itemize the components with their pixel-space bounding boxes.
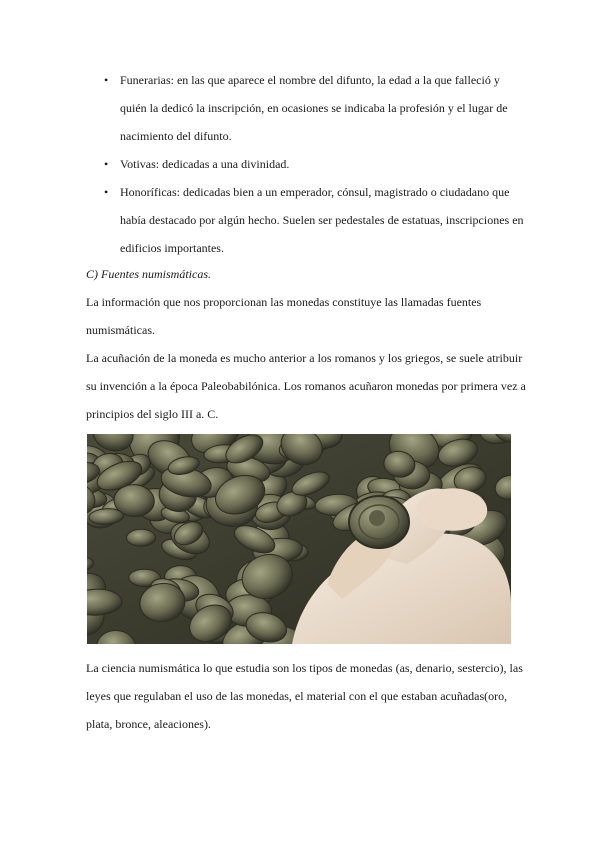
paragraph-fuentes: La información que nos proporcionan las monedas constituye las llamadas fuentes numismáticas. [86,295,482,337]
list-item [104,66,524,150]
section-heading: C) Fuentes numismáticas. [86,267,211,281]
bullet-text-honorificas: Honoríficas: dedicadas bien a un emperador, cónsul, magistrado o ciudadano que había destacado por algún hecho. Suelen ser pedestales de estatuas, inscripciones en edificios importantes. [120,185,524,255]
list-item [104,150,524,178]
bullet-icon: • [104,157,109,171]
bullet-text-votivas: Votivas: dedicadas a una divinidad. [120,157,290,171]
inscription-types-list [104,66,524,262]
paragraph-ciencia-numismatica: La ciencia numismática lo que estudia son los tipos de monedas (as, denario, sestercio), las leyes que regulaban el uso de las monedas, el material con el que estaban acuñadas(oro, plata, bronce, aleaciones). [86,661,523,731]
held-coin [349,496,409,548]
coins-photo [87,434,511,644]
bullet-icon: • [104,185,109,199]
pile-coin [126,529,155,546]
list-item [104,178,524,262]
bullet-icon: • [104,73,109,87]
coins-illustration [87,434,511,644]
paragraph-acunacion: La acuñación de la moneda es mucho anterior a los romanos y los griegos, se suele atribuir su invención a la época Paleobabilónica. Los romanos acuñaron monedas por primera vez a principios del siglo III a. C. [86,351,526,421]
bullet-text-funerarias: Funerarias: en las que aparece el nombre del difunto, la edad a la que falleció y quién la dedicó la inscripción, en ocasiones se indicaba la profesión y el lugar de nacimiento del difunto. [120,73,508,143]
